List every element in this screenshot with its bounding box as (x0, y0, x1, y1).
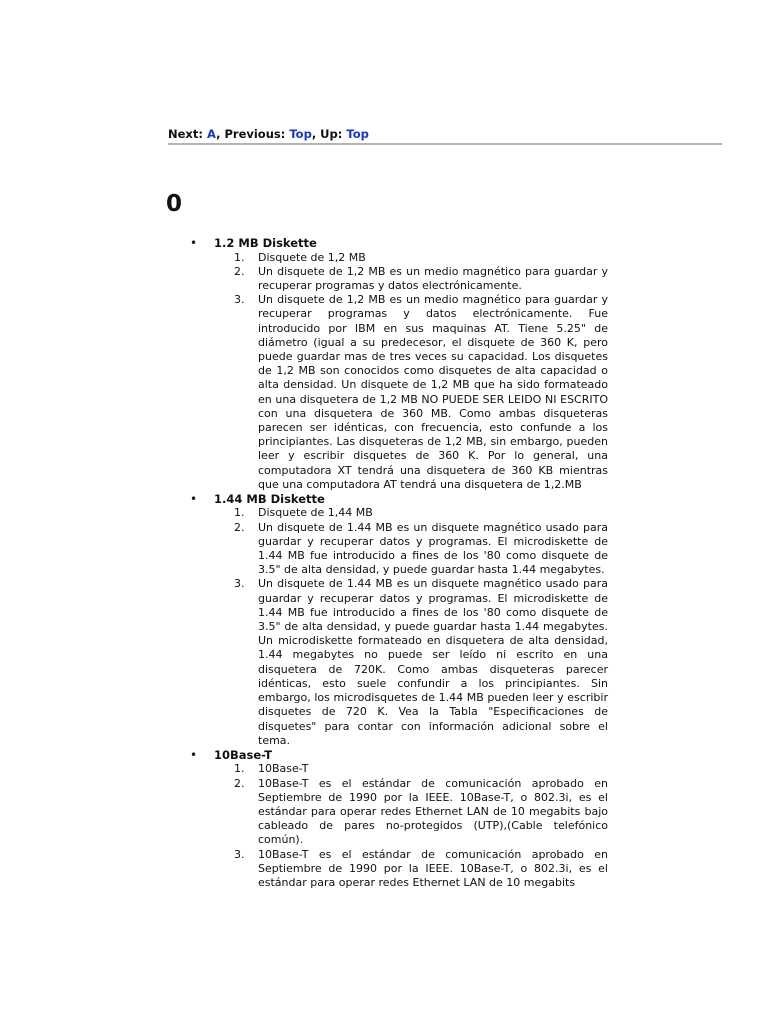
definition-text: 10Base-T es el estándar de comunicación aprobado en Septiembre de 1990 por la IEEE. 10Base-T, o 802.3i, es el estándar para operar redes Ethernet LAN de 10 megabits (258, 847, 608, 890)
glossary-entry (168, 236, 608, 492)
glossary-list (168, 236, 608, 890)
definition-item (214, 251, 608, 265)
entry-term: • 1.44 MB Diskette (214, 491, 325, 506)
definition-list (214, 506, 608, 747)
item-number: 1. (234, 506, 245, 520)
previous-label: , Previous: (216, 127, 286, 141)
glossary-entry (168, 492, 608, 748)
section-title: 0 (166, 191, 183, 217)
item-number: 1. (234, 250, 245, 264)
definition-text: 10Base-T (258, 762, 309, 776)
definition-text: Disquete de 1,2 MB (258, 250, 366, 264)
definition-text: 10Base-T es el estándar de comunicación aprobado en Septiembre de 1990 por la IEEE. 10Base-T, o 802.3i, es el estándar para operar redes Ethernet LAN de 10 megabits bajo cableado de pares no-protegidos (UTP),(Cable telefónico común). (258, 776, 608, 847)
entry-term: • 1.2 MB Diskette (214, 236, 317, 250)
up-link[interactable]: Top (346, 127, 369, 141)
entry-term: • 10Base-T (214, 747, 273, 762)
item-number: 3. (234, 293, 245, 307)
definition-text: Un disquete de 1.44 MB es un disquete magnético usado para guardar y recuperar datos y programas. El microdiskette de 1.44 MB fue introducido a fines de los '80 como disquete de 3.5" de alta densidad, y puede guardar hasta 1.44 megabytes. Un microdiskette formateado en disquetera de alta densidad, 1.44 megabytes no puede ser leído ni escrito en una disquetera de 720K. Como ambas disqueteras parecer idénticas, esto suele confundir a los principiantes. Sin embargo, los microdisquetes de 1.44 MB pueden leer y escribir disquetes de 720 K. Vea la Tabla "Especificaciones de disquetes" para contar con información adicional sobre el tema. (258, 577, 608, 747)
horizontal-divider (168, 143, 722, 145)
definition-item (214, 762, 608, 776)
definition-text: Un disquete de 1,2 MB es un medio magnético para guardar y recuperar programas y datos electrónicamente. (258, 264, 608, 292)
definition-list (214, 251, 608, 492)
item-number: 2. (234, 264, 245, 278)
item-number: 3. (234, 847, 245, 861)
definition-item (214, 293, 608, 492)
definition-list (214, 762, 608, 890)
definition-item (214, 521, 608, 578)
definition-item (214, 577, 608, 747)
previous-link[interactable]: Top (289, 127, 312, 141)
item-number: 1. (234, 762, 245, 776)
navigation-bar (168, 127, 722, 141)
up-label: , Up: (311, 127, 343, 141)
item-number: 3. (234, 577, 245, 591)
next-link[interactable]: A (206, 127, 217, 141)
item-number: 2. (234, 520, 245, 534)
next-label: Next: (168, 127, 203, 141)
definition-item (214, 777, 608, 848)
glossary-entry (168, 748, 608, 890)
definition-text: Disquete de 1,44 MB (258, 506, 373, 520)
definition-text: Un disquete de 1,2 MB es un medio magnético para guardar y recuperar programas y datos electrónicamente. Fue introducido por IBM en sus maquinas AT. Tiene 5.25" de diámetro (igual a su predecesor, el disquete de 360 K, pero puede guardar mas de tres veces su capacidad. Los disquetes de 1,2 MB son conocidos como disquetes de alta capacidad o alta densidad. Un disquete de 1,2 MB que ha sido formateado en una disquetera de 1,2 MB NO PUEDE SER LEIDO NI ESCRITO con una disquetera de 360 MB. Como ambas disqueteras parecen ser idénticas, con frecuencia, esto confunde a los principiantes. Las disqueteras de 1,2 MB, sin embargo, pueden leer y escribir disquetes de 360 K. Por lo general, una computadora XT tendrá una disquetera de 360 KB mientras que una computadora AT tendrá una disquetera de 1,2.MB (258, 293, 608, 491)
definition-item (214, 848, 608, 891)
definition-item (214, 265, 608, 293)
definition-text: Un disquete de 1.44 MB es un disquete magnético usado para guardar y recuperar datos y programas. El microdiskette de 1.44 MB fue introducido a fines de los '80 como disquete de 3.5" de alta densidad, y puede guardar hasta 1.44 megabytes. (258, 520, 608, 577)
definition-item (214, 506, 608, 520)
item-number: 2. (234, 776, 245, 790)
